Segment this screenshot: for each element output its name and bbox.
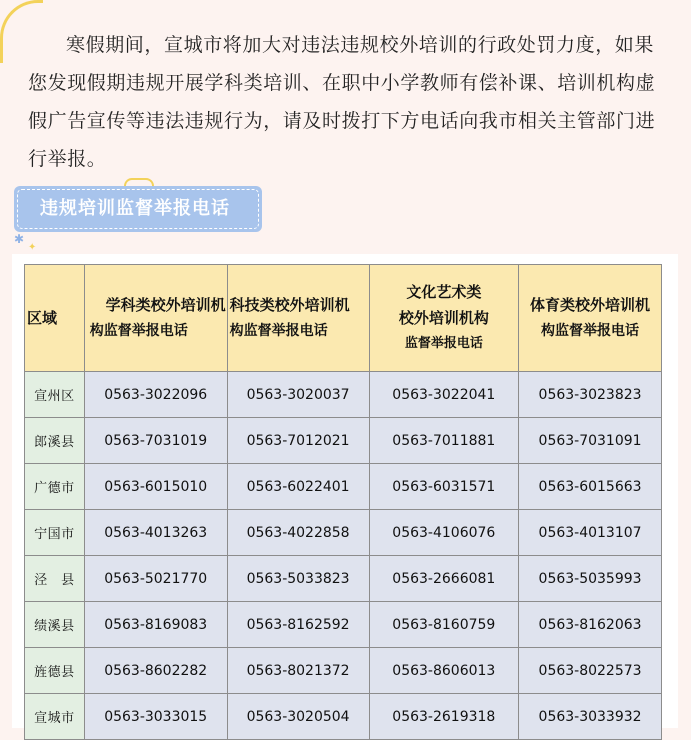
header-line: 学科类校外培训机	[105, 296, 226, 314]
phone-cell: 0563-7011881	[369, 418, 519, 464]
table-row	[25, 694, 662, 740]
region-cell: 旌德县	[25, 648, 85, 694]
header-line: 构监督举报电话	[89, 323, 188, 339]
phone-cell: 0563-4013263	[84, 510, 227, 556]
phone-cell: 0563-6015010	[84, 464, 227, 510]
star-icon: ✱	[14, 232, 25, 246]
phone-cell: 0563-8022573	[519, 648, 662, 694]
region-cell: 宣州区	[25, 372, 85, 418]
region-cell: 郎溪县	[25, 418, 85, 464]
phone-cell: 0563-8162063	[519, 602, 662, 648]
phone-cell: 0563-8162592	[227, 602, 369, 648]
phone-cell: 0563-4013107	[519, 510, 662, 556]
phone-cell: 0563-2666081	[369, 556, 519, 602]
table-row	[25, 464, 662, 510]
phone-cell: 0563-7031019	[84, 418, 227, 464]
header-tech-training	[227, 265, 369, 372]
phone-cell: 0563-3022096	[84, 372, 227, 418]
header-line: 科技类校外培训机	[229, 296, 350, 314]
phone-cell: 0563-8169083	[84, 602, 227, 648]
phone-cell: 0563-4022858	[227, 510, 369, 556]
region-cell: 泾 县	[25, 556, 85, 602]
phone-cell: 0563-5035993	[519, 556, 662, 602]
phone-cell: 0563-8021372	[227, 648, 369, 694]
phone-cell: 0563-3023823	[519, 372, 662, 418]
header-line: 体育类校外培训机	[530, 296, 651, 314]
header-subject-training	[84, 265, 227, 372]
header-line: 构监督举报电话	[541, 323, 640, 339]
header-arts-training	[369, 265, 519, 372]
header-line: 监督举报电话	[404, 336, 483, 351]
intro-paragraph: 寒假期间，宣城市将加大对违法违规校外培训的行政处罚力度，如果您发现假期违规开展学科类培训、在职中小学教师有偿补课、培训机构虚假广告宣传等违法违规行为，请及时拨打下方电话向我市相关主管部门进行举报。	[28, 34, 656, 170]
header-region: 区域	[25, 265, 85, 372]
report-phone-table	[24, 264, 662, 740]
phone-cell: 0563-4106076	[369, 510, 519, 556]
region-cell: 宣城市	[25, 694, 85, 740]
phone-cell: 0563-8602282	[84, 648, 227, 694]
phone-cell: 0563-6015663	[519, 464, 662, 510]
sparkle-icon: ✦	[28, 242, 37, 253]
table-row	[25, 648, 662, 694]
region-cell: 绩溪县	[25, 602, 85, 648]
phone-cell: 0563-5033823	[227, 556, 369, 602]
phone-cell: 0563-3022041	[369, 372, 519, 418]
region-cell: 广德市	[25, 464, 85, 510]
table-row	[25, 556, 662, 602]
phone-cell: 0563-8160759	[369, 602, 519, 648]
phone-cell: 0563-7031091	[519, 418, 662, 464]
table-row	[25, 510, 662, 556]
phone-cell: 0563-6022401	[227, 464, 369, 510]
header-line: 校外培训机构	[398, 309, 489, 327]
header-sports-training	[519, 265, 662, 372]
section-title: 违规培训监督举报电话	[17, 189, 259, 229]
phone-cell: 0563-5021770	[84, 556, 227, 602]
header-line: 构监督举报电话	[229, 323, 328, 339]
region-cell: 宁国市	[25, 510, 85, 556]
header-line: 文化艺术类	[406, 283, 482, 301]
phone-cell: 0563-6031571	[369, 464, 519, 510]
table-row	[25, 418, 662, 464]
phone-cell: 0563-3033932	[519, 694, 662, 740]
phone-cell: 0563-3033015	[84, 694, 227, 740]
phone-cell: 0563-2619318	[369, 694, 519, 740]
phone-cell: 0563-3020504	[227, 694, 369, 740]
table-row	[25, 602, 662, 648]
phone-cell: 0563-7012021	[227, 418, 369, 464]
phone-cell: 0563-8606013	[369, 648, 519, 694]
table-header-row	[25, 265, 662, 372]
table-row	[25, 372, 662, 418]
table-frame	[12, 254, 678, 728]
section-title-box	[14, 186, 262, 232]
phone-cell: 0563-3020037	[227, 372, 369, 418]
